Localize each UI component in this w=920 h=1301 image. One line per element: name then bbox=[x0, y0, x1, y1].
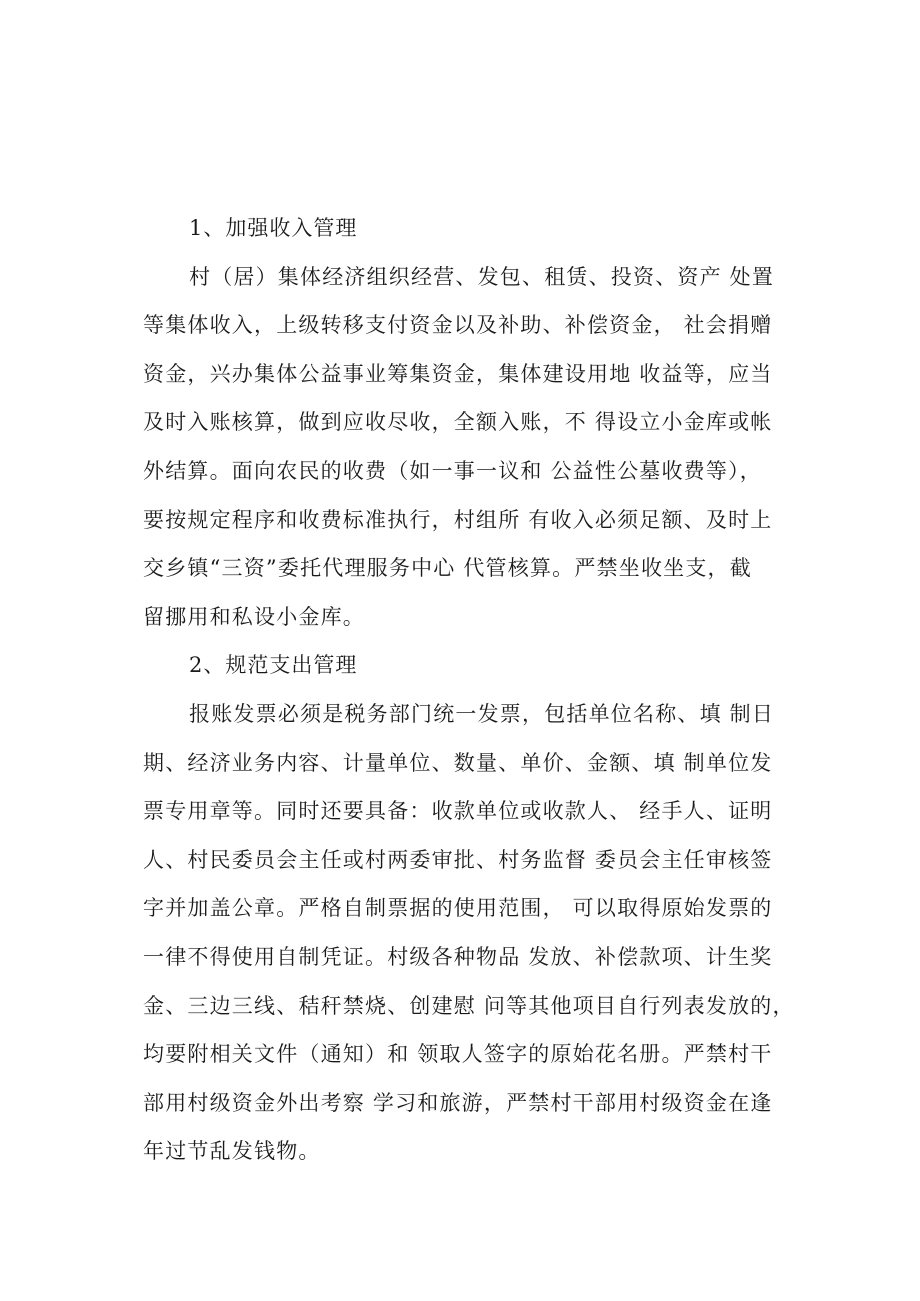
paragraph-line: 票专用章等。同时还要具备：收款单位或收款人、 经手人、证明 bbox=[143, 799, 773, 824]
paragraph-line: 留挪用和私设小金库。 bbox=[143, 604, 365, 629]
paragraph-line: 资金，兴办集体公益事业筹集资金，集体建设用地 收益等，应当 bbox=[143, 361, 773, 386]
paragraph-line: 年过节乱发钱物。 bbox=[143, 1139, 321, 1164]
paragraph-line: 期、经济业务内容、计量单位、数量、单价、金额、填 制单位发 bbox=[143, 750, 773, 775]
paragraph-line: 金、三边三线、秸秆禁烧、创建慰 问等其他项目自行列表发放的， bbox=[143, 993, 795, 1018]
section-heading-income: 1、加强收入管理 bbox=[189, 216, 358, 240]
paragraph-line: 等集体收入，上级转移支付资金以及补助、补偿资金， 社会捐赠 bbox=[143, 313, 773, 338]
paragraph-line: 部用村级资金外出考察 学习和旅游，严禁村干部用村级资金在逢 bbox=[143, 1090, 773, 1115]
section-heading-expenditure: 2、规范支出管理 bbox=[189, 653, 358, 678]
paragraph-line: 人、村民委员会主任或村两委审批、村务监督 委员会主任审核签 bbox=[143, 847, 773, 872]
paragraph-line: 村（居）集体经济组织经营、发包、租赁、投资、资产 处置 bbox=[189, 264, 775, 289]
paragraph-line: 及时入账核算，做到应收尽收，全额入账，不 得设立小金库或帐 bbox=[143, 410, 773, 435]
paragraph-line: 一律不得使用自制凭证。村级各种物品 发放、补偿款项、计生奖 bbox=[143, 944, 773, 969]
paragraph-line: 报账发票必须是税务部门统一发票，包括单位名称、填 制日 bbox=[189, 701, 775, 726]
paragraph-line: 交乡镇“三资”委托代理服务中心 代管核算。严禁坐收坐支，截 bbox=[143, 556, 752, 581]
paragraph-line: 字并加盖公章。严格自制票据的使用范围， 可以取得原始发票的 bbox=[143, 896, 773, 921]
paragraph-line: 均要附相关文件（通知）和 领取人签字的原始花名册。严禁村干 bbox=[143, 1042, 773, 1067]
paragraph-line: 外结算。面向农民的收费（如一事一议和 公益性公墓收费等）， bbox=[143, 458, 762, 483]
document-body bbox=[143, 204, 803, 1176]
paragraph-line: 要按规定程序和收费标准执行，村组所 有收入必须足额、及时上 bbox=[143, 507, 773, 532]
